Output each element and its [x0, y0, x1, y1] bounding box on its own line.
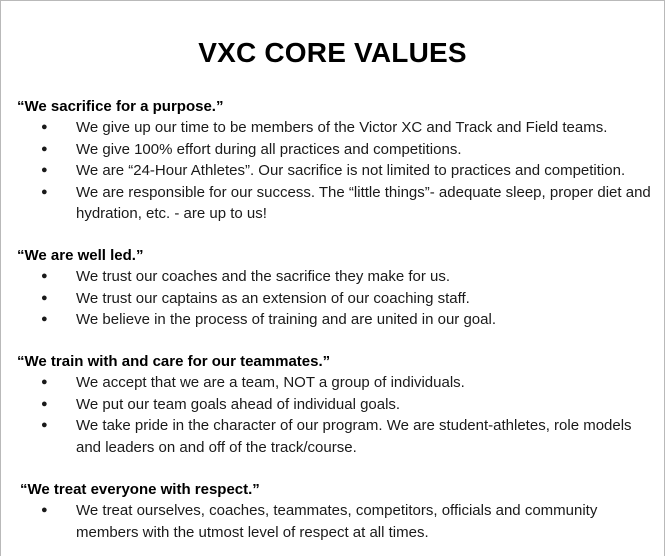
bullet-icon: ● — [41, 185, 48, 198]
bullet-icon: ● — [41, 291, 48, 304]
bullet-icon: ● — [41, 419, 48, 431]
list-item — [17, 117, 654, 139]
list-item-text: We are responsible for our success. The “little things”- adequate sleep, proper diet and hydration, etc. - are up to us! — [76, 183, 651, 222]
list-item-text: We believe in the process of training and are united in our goal. — [76, 311, 496, 328]
bullet-icon: ● — [41, 121, 48, 133]
list-item — [17, 139, 654, 161]
list-item-text: We trust our captains as an extension of our coaching staff. — [76, 289, 470, 307]
section-heading: “We treat everyone with respect.” — [20, 481, 260, 498]
bullet-list — [17, 372, 654, 458]
list-item-text: We trust our coaches and the sacrifice they make for us. — [76, 268, 451, 285]
list-item-text: We give 100% effort during all practices and competitions. — [76, 140, 462, 158]
list-item — [17, 266, 654, 288]
list-item — [17, 309, 654, 331]
bullet-icon: ● — [41, 376, 48, 388]
bullet-icon: ● — [41, 270, 48, 282]
list-item — [17, 182, 654, 225]
bullet-icon: ● — [41, 504, 48, 516]
list-item-text: We take pride in the character of our program. We are student-athletes, role models and leaders on and off of the track/course. — [76, 417, 632, 456]
section-sacrifice — [17, 96, 654, 225]
list-item-text: We put our team goals ahead of individual goals. — [76, 395, 401, 413]
section-teammates — [17, 351, 654, 458]
list-item — [17, 372, 654, 394]
list-item-text: We treat ourselves, coaches, teammates, competitors, officials and community members with the utmost level of respect at all times. — [76, 502, 598, 541]
list-item — [20, 500, 654, 543]
bullet-list — [17, 117, 654, 225]
section-heading: “We are well led.” — [17, 247, 144, 264]
list-item — [17, 415, 654, 458]
list-item-text: We accept that we are a team, NOT a group of individuals. — [76, 374, 465, 391]
section-heading: “We train with and care for our teammates.” — [17, 353, 331, 370]
section-well-led — [17, 245, 654, 331]
bullet-icon: ● — [41, 142, 48, 155]
bullet-icon: ● — [41, 397, 48, 410]
list-item — [17, 288, 654, 310]
page-title: VXC CORE VALUES — [198, 37, 467, 68]
bullet-list — [17, 266, 654, 331]
list-item — [17, 394, 654, 416]
list-item — [17, 160, 654, 182]
bullet-icon: ● — [41, 313, 48, 325]
bullet-list — [20, 500, 654, 543]
list-item-text: We are “24-Hour Athletes”. Our sacrifice is not limited to practices and competition. — [76, 162, 626, 179]
list-item-text: We give up our time to be members of the Victor XC and Track and Field teams. — [76, 119, 608, 136]
section-heading: “We sacrifice for a purpose.” — [17, 98, 224, 115]
bullet-icon: ● — [41, 164, 48, 176]
section-respect — [20, 479, 654, 543]
